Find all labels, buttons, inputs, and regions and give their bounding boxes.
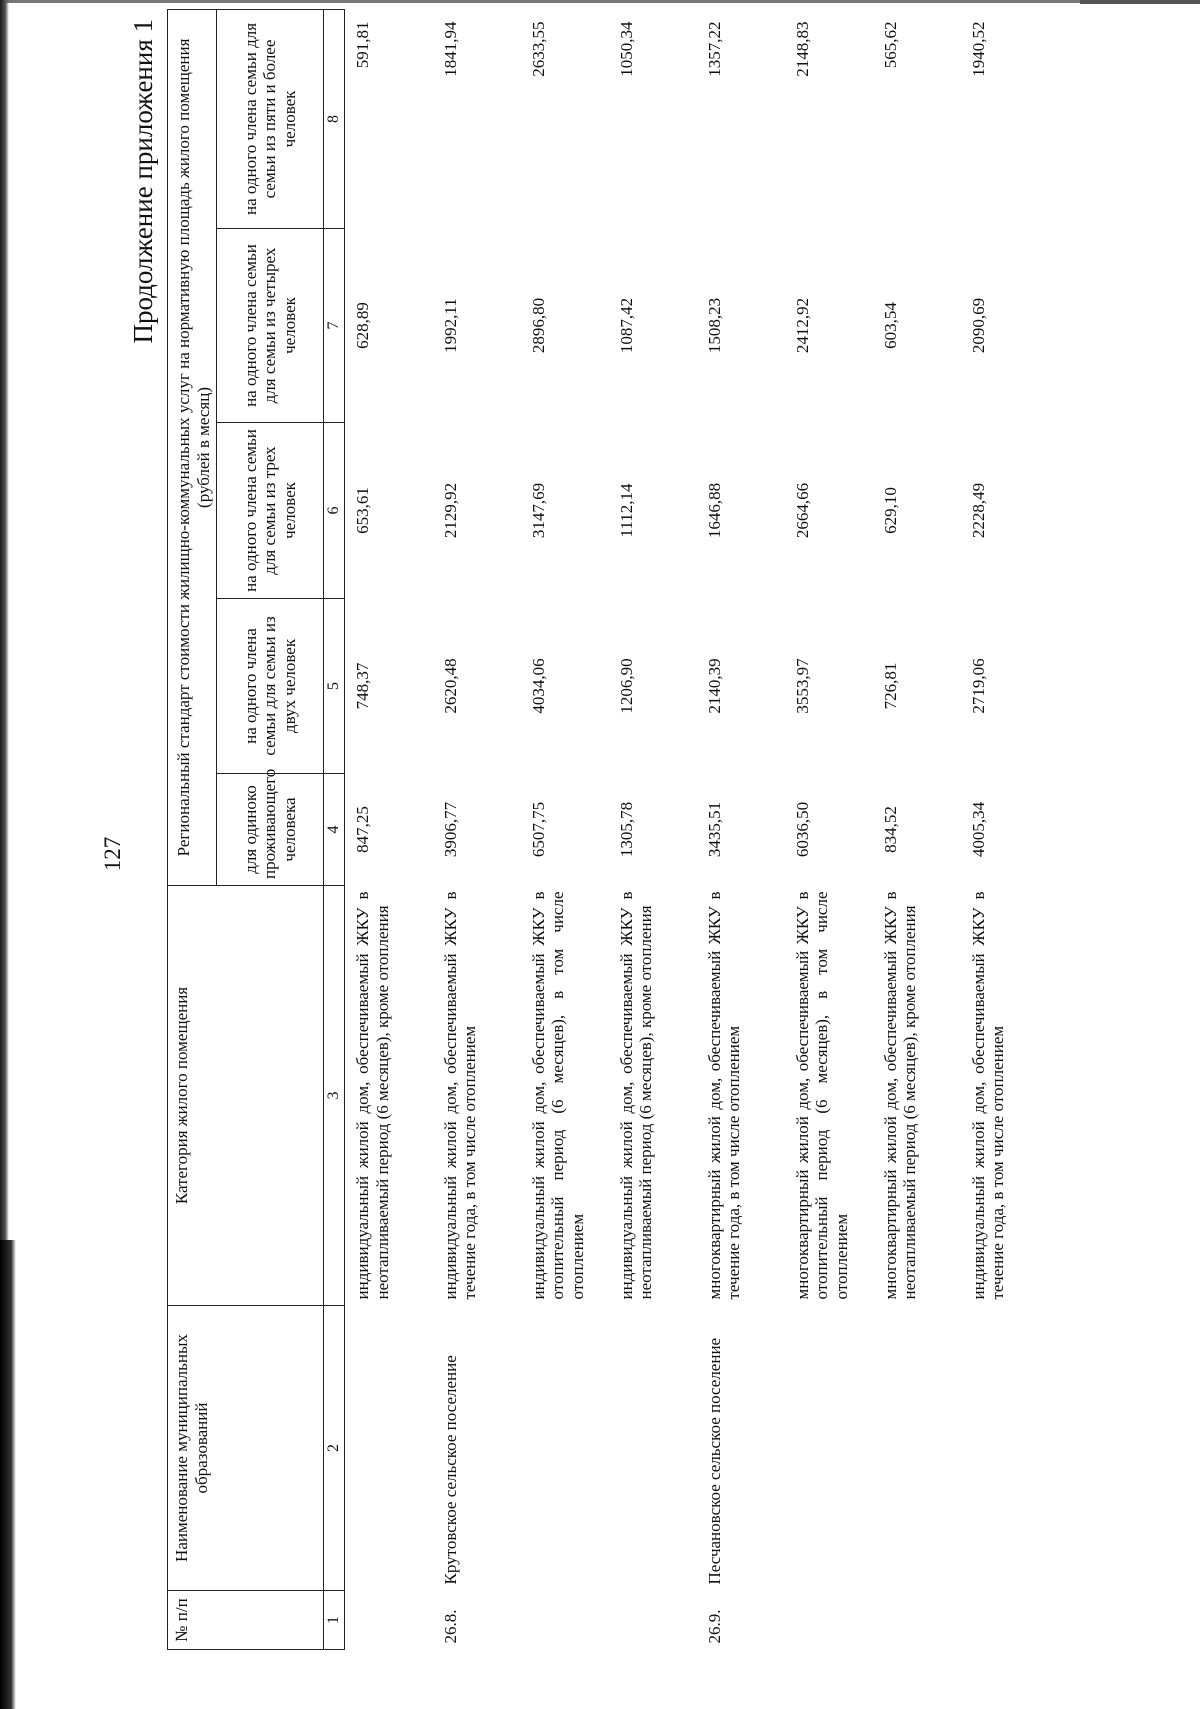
continuation-title: Продолжение приложения 1 xyxy=(128,19,158,344)
row-category: индивидуальный жилой дом, обеспечиваемый ЖКУ в отопительный период (6 месяцев), в том числе отоплением xyxy=(528,891,587,1300)
row-num xyxy=(785,1591,873,1650)
col-number: 8 xyxy=(324,9,345,228)
row-category: многоквартирный жилой дом, обеспечиваемый ЖКУ в неотапливаемый период (6 месяцев), кроме отопления xyxy=(880,891,920,1300)
col-number: 3 xyxy=(324,886,345,1306)
row-num xyxy=(873,1591,961,1650)
table-row xyxy=(961,9,1049,1649)
row-value: 2140,39 xyxy=(704,658,724,714)
row-value: 629,10 xyxy=(880,487,900,534)
table-row xyxy=(785,9,873,1649)
row-value: 6036,50 xyxy=(792,801,812,858)
header-sub-3: на одного члена семьи для семьи из трех человек xyxy=(217,423,324,599)
col-number: 1 xyxy=(324,1591,345,1650)
row-value: 3906,77 xyxy=(440,801,460,858)
row-value: 628,89 xyxy=(353,302,372,349)
row-value: 2090,69 xyxy=(968,297,988,354)
table-row xyxy=(433,9,521,1649)
row-num xyxy=(345,1591,433,1650)
row-value: 2664,66 xyxy=(792,482,812,539)
row-value: 1112,14 xyxy=(616,483,636,538)
row-num: 26.8. xyxy=(440,1609,460,1644)
row-municipality xyxy=(961,1306,1049,1591)
row-num xyxy=(609,1591,697,1650)
row-category: многоквартирный жилой дом, обеспечиваемый ЖКУ в течение года, в том числе отоплением xyxy=(704,891,744,1300)
row-value: 847,25 xyxy=(353,806,372,853)
row-num: 26.9. xyxy=(704,1609,724,1644)
row-value: 3435,51 xyxy=(704,801,724,858)
row-value: 591,81 xyxy=(353,21,372,69)
row-value: 1508,23 xyxy=(704,297,724,354)
row-municipality xyxy=(521,1306,609,1591)
table-header xyxy=(168,9,345,1649)
row-municipality: Песчановское сельское поселение xyxy=(704,1337,724,1585)
row-value: 1305,78 xyxy=(616,801,636,858)
row-value: 1357,22 xyxy=(704,21,724,77)
table-row xyxy=(609,9,697,1649)
row-category: индивидуальный жилой дом, обеспечиваемый ЖКУ в неотапливаемый период (6 месяцев), кроме отопления xyxy=(616,891,656,1300)
row-value: 726,81 xyxy=(880,662,900,710)
header-sub-5: на одного члена семьи для семьи из пяти и более человек xyxy=(217,9,324,228)
row-value: 653,61 xyxy=(353,487,372,534)
header-num: № п/п xyxy=(168,1591,324,1650)
row-value: 565,62 xyxy=(880,21,900,69)
row-value: 1087,42 xyxy=(616,297,636,354)
row-value: 1992,11 xyxy=(440,298,460,353)
row-municipality: Крутовское сельское поселение xyxy=(440,1355,460,1585)
row-value: 2633,55 xyxy=(528,21,548,77)
header-sub-1: для одиноко проживающего человека xyxy=(217,774,324,886)
page-number: 127 xyxy=(100,836,125,872)
row-municipality xyxy=(609,1306,697,1591)
row-value: 3553,97 xyxy=(792,658,812,714)
row-category: индивидуальный жилой дом, обеспечиваемый ЖКУ в течение года, в том числе отоплением xyxy=(440,891,480,1300)
row-value: 1206,90 xyxy=(616,658,636,714)
row-value: 603,54 xyxy=(880,302,900,349)
row-value: 2148,83 xyxy=(792,21,812,77)
column-number-row xyxy=(324,9,345,1649)
row-num xyxy=(961,1591,1049,1650)
table-row xyxy=(521,9,609,1649)
row-value: 2719,06 xyxy=(968,658,988,714)
header-category: Категория жилого помещения xyxy=(168,886,324,1306)
col-number: 4 xyxy=(324,774,345,886)
row-category: индивидуальный жилой дом, обеспечиваемый ЖКУ в течение года, в том числе отоплением xyxy=(968,891,1008,1300)
row-value: 1940,52 xyxy=(968,21,988,77)
header-sub-2: на одного члена семьи для семьи из двух человек xyxy=(217,599,324,774)
header-municipality: Наименование муниципальных образований xyxy=(168,1306,324,1591)
row-municipality xyxy=(345,1306,433,1591)
table-row xyxy=(697,9,785,1649)
header-sub-4: на одного члена семьи для семьи из четырех человек xyxy=(217,229,324,423)
col-number: 5 xyxy=(324,599,345,774)
table-row xyxy=(345,9,433,1649)
standard-table xyxy=(167,9,1049,1650)
row-municipality xyxy=(785,1306,873,1591)
row-municipality xyxy=(873,1306,961,1591)
row-value: 6507,75 xyxy=(528,801,548,858)
row-value: 1841,94 xyxy=(440,21,460,77)
row-value: 4034,06 xyxy=(528,658,548,714)
row-value: 1646,88 xyxy=(704,482,724,539)
row-value: 748,37 xyxy=(353,662,372,710)
row-value: 4005,34 xyxy=(968,801,988,858)
row-value: 2129,92 xyxy=(440,482,460,539)
col-number: 2 xyxy=(324,1306,345,1591)
header-standard-group: Региональный стандарт стоимости жилищно-коммунальных услуг на нормативную площадь жилого помещения (рублей в месяц) xyxy=(168,9,217,885)
row-category: многоквартирный жилой дом, обеспечиваемый ЖКУ в отопительный период (6 месяцев), в том числе отоплением xyxy=(792,891,851,1300)
row-value: 2896,80 xyxy=(528,297,548,354)
table-body xyxy=(345,9,1049,1649)
row-category: индивидуальный жилой дом, обеспечиваемый ЖКУ в неотапливаемый период (6 месяцев), кроме отопления xyxy=(353,891,392,1300)
row-num xyxy=(521,1591,609,1650)
row-value: 2412,92 xyxy=(792,297,812,354)
row-value: 3147,69 xyxy=(528,482,548,539)
row-value: 2228,49 xyxy=(968,482,988,539)
row-value: 834,52 xyxy=(880,806,900,853)
table-row xyxy=(873,9,961,1649)
col-number: 6 xyxy=(324,423,345,599)
col-number: 7 xyxy=(324,229,345,423)
row-value: 2620,48 xyxy=(440,658,460,714)
row-value: 1050,34 xyxy=(616,21,636,77)
